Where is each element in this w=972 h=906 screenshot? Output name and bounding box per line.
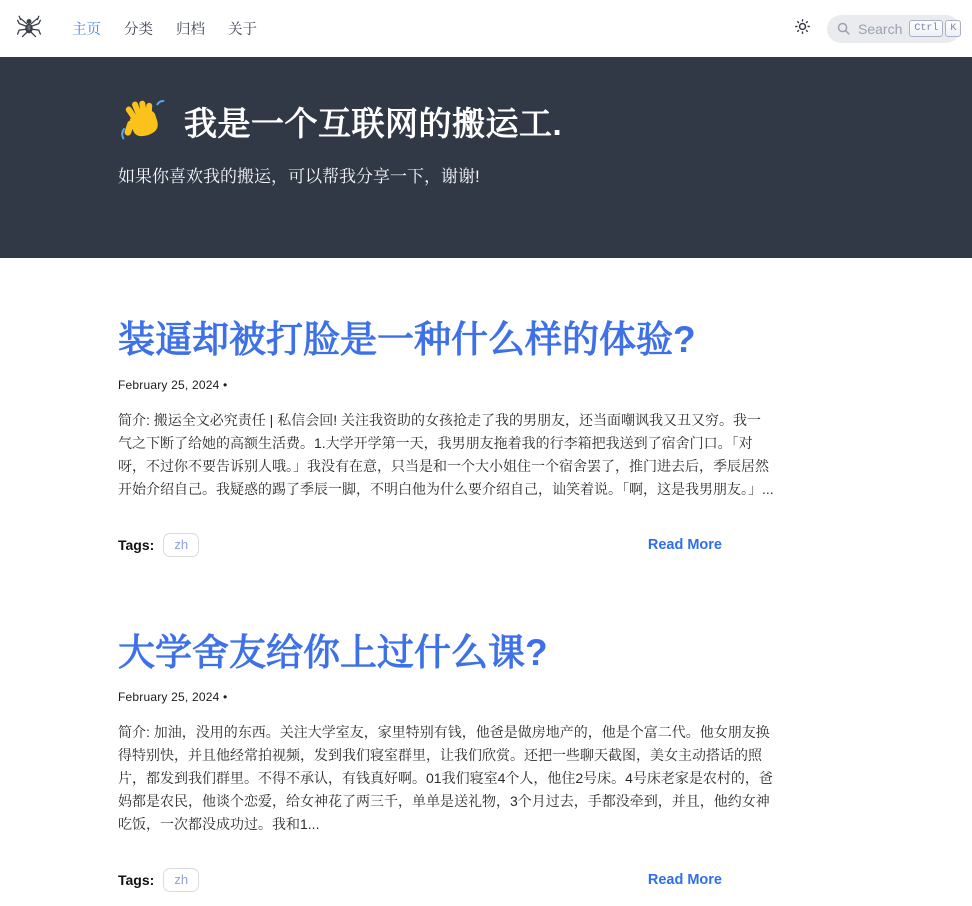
post-date: February 25, 2024 • [118,690,228,705]
nav-item-home[interactable]: 主页 [72,22,101,38]
post-excerpt: 简介: 加油，没用的东西。关注大学室友，家里特别有钱，他爸是做房地产的，他是个富二代。他女朋友换得特别快，并且他经常拍视频，发到我们寝室群里，让我们欣赏。还把一些聊天截图，美女主动搭话的照片，都发到我们群里。不得不承认，有钱真好啊。01我们寝室4个人，他住2号床。4号床老家是农村的，爸妈都是农民，他谈个恋爱，给女神花了两三千，单单是送礼物，3个月过去，手都没牵到，并且，他约女神吃饭，一次都没成功过。我和1... [118,724,773,833]
spider-icon [16,13,42,44]
read-more-link[interactable]: Read More [647,536,722,553]
tag-badge-zh[interactable]: zh [163,868,199,892]
post-card [118,320,776,557]
tags-label: Tags: [118,872,155,889]
waving-hand-icon [118,97,166,145]
post-footer [118,868,774,892]
theme-toggle-button[interactable] [792,19,812,39]
tags-row [118,533,199,557]
hero-banner [0,57,972,258]
site-logo[interactable] [14,14,44,44]
kbd-ctrl: Ctrl [909,20,943,37]
hero-title: 我是一个互联网的搬运工. [184,104,563,142]
search-placeholder: Search [858,20,903,37]
kbd-k: K [945,20,961,37]
post-date: February 25, 2024 • [118,377,228,392]
nav-item-about[interactable]: 关于 [228,22,257,38]
tags-label: Tags: [118,536,155,553]
read-more-link[interactable]: Read More [647,872,722,889]
post-title-link[interactable]: 大学舍友给你上过什么课? [118,631,548,673]
post-footer [118,533,774,557]
sun-icon [794,18,811,40]
navbar-right [792,15,960,43]
post-list [0,258,776,892]
post-excerpt: 简介: 搬运全文必究责任 | 私信会回! 关注我资助的女孩抢走了我的男朋友，还当面嘲讽我又丑又穷。我一气之下断了给她的高额生活费。1.大学开学第一天，我男朋友拖着我的行李箱把我送到了宿舍门口。「对呀，不过你不要告诉别人哦。」我没有在意，只当是和一个大小姐住一个宿舍罢了，推门进去后，季辰居然开始介绍自己。我疑惑的踢了季辰一脚，不明白他为什么要介绍自己，讪笑着说。「啊，这是我男朋友。」... [118,411,774,497]
post-title-link[interactable]: 装逼却被打脸是一种什么样的体验? [118,319,696,360]
tag-badge-zh[interactable]: zh [163,533,199,557]
primary-nav [72,18,257,39]
post-card [118,633,776,893]
navbar [0,0,972,57]
search-input[interactable] [827,15,960,43]
nav-item-categories[interactable]: 分类 [124,22,153,38]
tags-row [118,868,199,892]
hero-subtitle: 如果你喜欢我的搬运，可以帮我分享一下，谢谢! [118,167,480,186]
nav-item-archive[interactable]: 归档 [176,22,205,38]
search-shortcut [909,20,961,37]
search-icon [836,21,851,36]
